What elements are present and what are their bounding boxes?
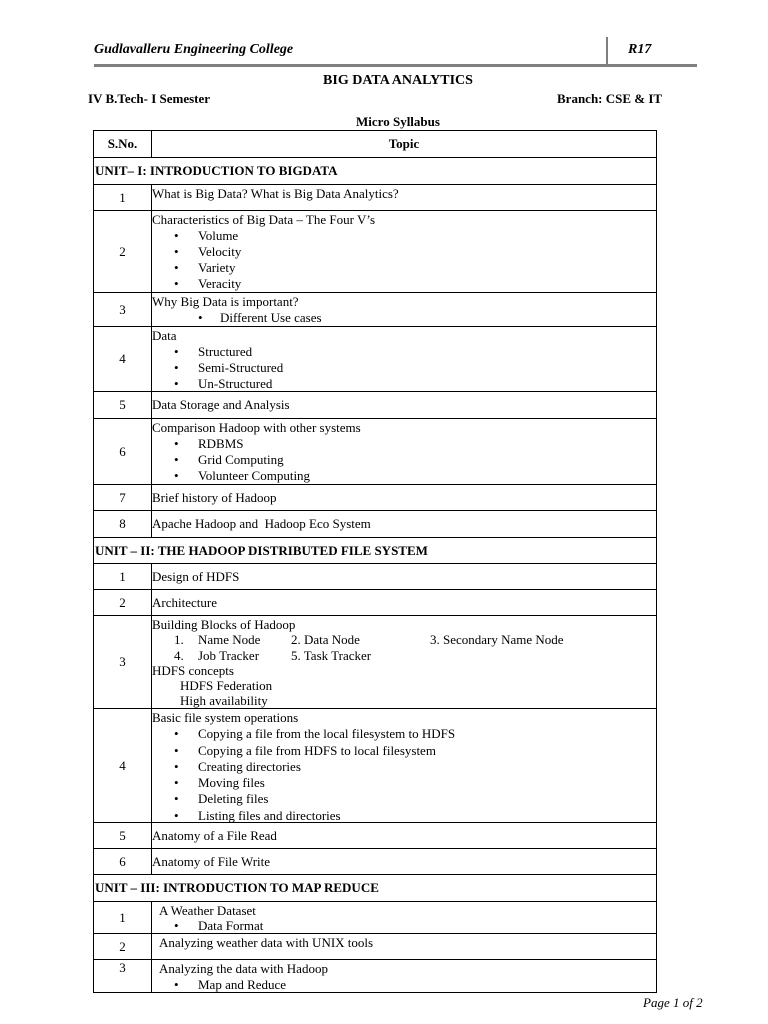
- table-row: [94, 510, 656, 537]
- unit-title: UNIT – II: THE HADOOP DISTRIBUTED FILE SYSTEM: [95, 542, 428, 558]
- row-number: 3: [94, 293, 152, 326]
- bullet-icon: •: [174, 775, 179, 791]
- row-number: 3: [94, 960, 152, 993]
- row-topic: Architecture: [152, 594, 217, 610]
- page-footer: Page 1 of 2: [643, 995, 703, 1010]
- list-item: Name Node: [198, 632, 261, 648]
- numbered-list-line: [152, 648, 656, 663]
- unit-title: UNIT – III: INTRODUCTION TO MAP REDUCE: [95, 880, 379, 895]
- bullet-icon: •: [174, 918, 179, 933]
- table-row: [94, 848, 656, 874]
- list-item: • Copying a file from HDFS to local filesystem: [174, 742, 436, 758]
- row-number: 4: [94, 709, 152, 822]
- row-topic: A Weather Dataset: [159, 903, 256, 918]
- row-topic: Basic file system operations: [152, 710, 299, 725]
- list-item: High availability: [180, 693, 268, 709]
- list-item: • Velocity: [174, 244, 242, 259]
- list-item: • Data Format: [174, 918, 264, 933]
- list-number: 1.: [174, 632, 184, 648]
- list-item: • Volume: [174, 228, 239, 243]
- subheading: HDFS concepts: [152, 662, 234, 678]
- bullet-icon: •: [174, 791, 179, 807]
- table-row: [94, 326, 656, 391]
- bullet-icon: •: [174, 260, 179, 275]
- row-number: 6: [94, 849, 152, 874]
- row-number: 2: [94, 211, 152, 292]
- header-college: Gudlavalleru Engineering College: [94, 42, 294, 57]
- row-topic: Anatomy of a File Read: [152, 827, 277, 843]
- row-number: 4: [94, 327, 152, 391]
- list-item: • Variety: [174, 260, 236, 275]
- table-row: [94, 615, 656, 708]
- list-item: • Moving files: [174, 775, 265, 791]
- list-item: • Semi-Structured: [174, 360, 284, 375]
- header-regulation: R17: [628, 42, 652, 57]
- list-item: • Un-Structured: [174, 376, 273, 391]
- row-number: 1: [94, 902, 152, 933]
- row-number: 7: [94, 485, 152, 510]
- bullet-icon: •: [174, 977, 179, 992]
- row-topic: Why Big Data is important?: [152, 294, 299, 309]
- list-item: • RDBMS: [174, 436, 244, 451]
- row-number: 8: [94, 511, 152, 537]
- header-topic: Topic: [388, 136, 420, 151]
- row-topic: Brief history of Hadoop: [152, 489, 277, 505]
- bullet-icon: •: [174, 376, 179, 391]
- unit-heading: [94, 157, 656, 184]
- table-row: [94, 901, 656, 933]
- list-item: • Deleting files: [174, 791, 269, 807]
- bullet-icon: •: [198, 310, 203, 325]
- unit-heading: [94, 874, 656, 901]
- micro-syllabus-title: Micro Syllabus: [356, 114, 440, 129]
- list-item: 2. Data Node: [291, 632, 360, 648]
- row-topic: Data Storage and Analysis: [152, 397, 290, 412]
- table-row: [94, 292, 656, 326]
- row-topic: Apache Hadoop and Hadoop Eco System: [152, 516, 371, 531]
- bullet-icon: •: [174, 344, 179, 359]
- table-header-row: [94, 131, 656, 157]
- bullet-icon: •: [174, 807, 179, 823]
- list-item: • Creating directories: [174, 758, 301, 774]
- row-topic: Building Blocks of Hadoop: [152, 617, 296, 632]
- list-item: • Structured: [174, 344, 253, 359]
- header-rule: [94, 64, 697, 67]
- table-row: [94, 563, 656, 589]
- bullet-icon: •: [174, 228, 179, 243]
- row-topic: What is Big Data? What is Big Data Analytics?: [152, 186, 399, 201]
- table-row: [94, 589, 656, 615]
- header-divider-vertical: [606, 37, 608, 65]
- row-number: 2: [94, 590, 152, 615]
- table-row: [94, 933, 656, 959]
- list-item: • Map and Reduce: [174, 977, 287, 992]
- semester-label: IV B.Tech- I Semester: [88, 91, 211, 106]
- list-item: • Copying a file from the local filesystem to HDFS: [174, 726, 456, 742]
- list-number: 4.: [174, 647, 184, 663]
- row-topic: Design of HDFS: [152, 568, 240, 584]
- table-row: [94, 822, 656, 848]
- branch-label: Branch: CSE & IT: [557, 91, 663, 106]
- table-row: [94, 959, 656, 993]
- numbered-list-line: [152, 632, 656, 647]
- row-number: 3: [94, 616, 152, 708]
- row-number: 1: [94, 564, 152, 589]
- row-topic: Characteristics of Big Data – The Four V’s: [152, 212, 376, 227]
- table-row: [94, 708, 656, 822]
- table-row: [94, 184, 656, 210]
- row-topic: Analyzing the data with Hadoop: [159, 961, 328, 976]
- table-row: [94, 484, 656, 510]
- bullet-icon: •: [174, 276, 179, 291]
- row-topic: Anatomy of File Write: [152, 853, 271, 869]
- bullet-icon: •: [174, 468, 179, 483]
- list-item: Job Tracker: [198, 647, 260, 663]
- list-item: HDFS Federation: [180, 678, 273, 694]
- row-topic: Analyzing weather data with UNIX tools: [159, 935, 374, 950]
- list-item: • Volunteer Computing: [174, 468, 311, 483]
- list-item: • Listing files and directories: [174, 807, 341, 823]
- row-number: 1: [94, 185, 152, 210]
- row-number: 5: [94, 823, 152, 848]
- syllabus-table: [93, 130, 657, 993]
- bullet-icon: •: [174, 436, 179, 451]
- row-number: 5: [94, 392, 152, 418]
- table-row: [94, 210, 656, 292]
- bullet-icon: •: [174, 726, 179, 742]
- unit-heading: [94, 537, 656, 563]
- bullet-icon: •: [174, 360, 179, 375]
- header-sno: S.No.: [94, 131, 152, 157]
- bullet-icon: •: [174, 758, 179, 774]
- list-item: • Different Use cases: [198, 310, 322, 325]
- table-row: [94, 418, 656, 484]
- subject-title: BIG DATA ANALYTICS: [323, 73, 473, 88]
- list-item: 5. Task Tracker: [291, 647, 372, 663]
- row-topic: Data: [152, 328, 177, 343]
- bullet-icon: •: [174, 244, 179, 259]
- row-number: 6: [94, 419, 152, 484]
- table-row: [94, 391, 656, 418]
- row-topic: Comparison Hadoop with other systems: [152, 420, 361, 435]
- row-number: 2: [94, 934, 152, 959]
- list-item: • Veracity: [174, 276, 242, 291]
- list-item: • Grid Computing: [174, 452, 284, 467]
- bullet-icon: •: [174, 452, 179, 467]
- unit-title: UNIT– I: INTRODUCTION TO BIGDATA: [95, 163, 338, 178]
- list-item: 3. Secondary Name Node: [430, 632, 564, 648]
- bullet-icon: •: [174, 742, 179, 758]
